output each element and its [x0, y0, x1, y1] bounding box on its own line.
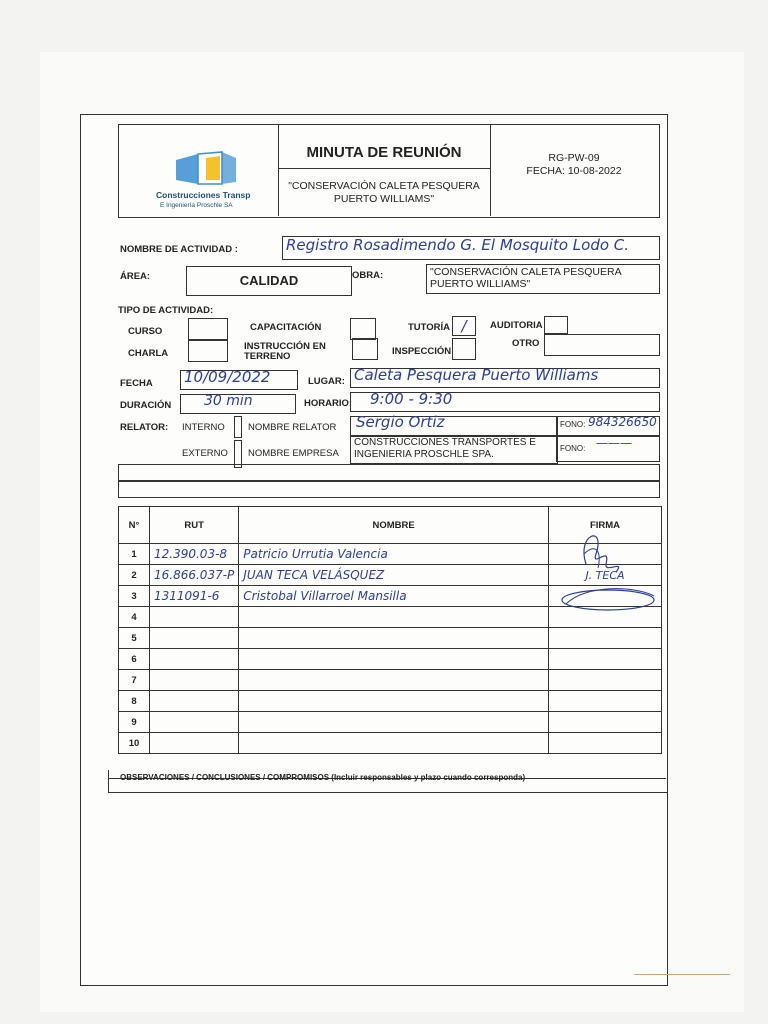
relator-label: RELATOR: — [120, 422, 169, 433]
company-subtitle: E Ingeniería Proschle SA — [160, 202, 233, 209]
lugar-label: LUGAR: — [308, 376, 345, 387]
nombre-empresa-label: NOMBRE EMPRESA — [248, 448, 339, 459]
table-row — [119, 733, 662, 754]
document-title: MINUTA DE REUNIÓN — [306, 144, 462, 161]
row-number: 9 — [119, 712, 150, 733]
row-firma[interactable] — [549, 733, 662, 754]
row-rut[interactable]: 12.390.03-8 — [150, 544, 239, 565]
inspeccion-label: INSPECCIÓN — [392, 346, 452, 357]
project-name: "CONSERVACIÓN CALETA PESQUERA PUERTO WILLIAMS" — [288, 180, 480, 205]
area-field[interactable] — [186, 266, 352, 296]
instruccion-label: INSTRUCCIÓN EN TERRENO — [244, 341, 326, 362]
interno-checkbox[interactable] — [234, 416, 242, 438]
curso-checkbox[interactable] — [188, 318, 228, 340]
charla-checkbox[interactable] — [188, 340, 228, 362]
auditoria-checkbox[interactable] — [544, 316, 568, 334]
curso-label: CURSO — [128, 326, 163, 337]
row-rut[interactable] — [150, 628, 239, 649]
row-rut[interactable] — [150, 670, 239, 691]
duracion-value: 30 min — [204, 393, 253, 409]
empresa-value: CONSTRUCCIONES TRANSPORTES E INGENIERIA PROSCHLE SPA. — [354, 437, 536, 460]
fono-empresa-value: ——— — [596, 436, 632, 450]
row-firma[interactable] — [549, 691, 662, 712]
interno-label: INTERNO — [182, 422, 225, 433]
tutoria-mark: / — [461, 317, 467, 335]
fono-relator-value: 984326650 — [588, 415, 657, 429]
company-name: Construcciones Transp — [156, 190, 251, 200]
row-number: 8 — [119, 691, 150, 712]
document-code: RG-PW-09 — [548, 152, 600, 164]
header-num: N° — [119, 507, 150, 544]
instruccion-checkbox[interactable] — [352, 338, 378, 360]
header-nombre: NOMBRE — [239, 507, 549, 544]
signature-scribbles — [556, 524, 660, 614]
header-firma: FIRMA — [549, 507, 662, 544]
area-value: CALIDAD — [239, 273, 299, 288]
tutoria-label: TUTORÍA — [408, 322, 451, 333]
row-nombre[interactable]: JUAN TECA VELÁSQUEZ — [239, 565, 549, 586]
table-row — [119, 649, 662, 670]
row-number: 3 — [119, 586, 150, 607]
row-rut[interactable]: 1311091-6 — [150, 586, 239, 607]
otro-field[interactable] — [544, 334, 660, 356]
table-row — [119, 670, 662, 691]
inspeccion-checkbox[interactable] — [452, 338, 476, 360]
edge-mark — [634, 974, 730, 975]
horario-label: HORARIO: — [304, 398, 353, 409]
row-number: 10 — [119, 733, 150, 754]
row-rut[interactable] — [150, 607, 239, 628]
fono-empresa-label: FONO: — [560, 444, 586, 453]
row-nombre[interactable]: Patricio Urrutia Valencia — [239, 544, 549, 565]
row-nombre[interactable] — [239, 733, 549, 754]
row-number: 2 — [119, 565, 150, 586]
row-nombre[interactable] — [239, 670, 549, 691]
header-rut: RUT — [150, 507, 239, 544]
row-nombre[interactable] — [239, 712, 549, 733]
row-firma[interactable] — [549, 628, 662, 649]
row-firma[interactable]: J. TECA — [549, 565, 662, 586]
blank-row-2 — [118, 480, 660, 498]
capacitacion-label: CAPACITACIÓN — [250, 322, 322, 333]
row-number: 7 — [119, 670, 150, 691]
observaciones-label: OBSERVACIONES / CONCLUSIONES / COMPROMISOS (Incluir responsables y plazo cuando corresponda) — [120, 773, 526, 782]
row-firma[interactable] — [549, 712, 662, 733]
row-rut[interactable]: 16.866.037-P — [150, 565, 239, 586]
row-nombre[interactable] — [239, 691, 549, 712]
row-rut[interactable] — [150, 733, 239, 754]
row-rut[interactable] — [150, 712, 239, 733]
row-nombre[interactable] — [239, 649, 549, 670]
row-number: 6 — [119, 649, 150, 670]
charla-label: CHARLA — [128, 348, 169, 359]
row-number: 1 — [119, 544, 150, 565]
table-row — [119, 691, 662, 712]
auditoria-label: AUDITORIA — [490, 320, 543, 331]
area-label: ÁREA: — [120, 271, 151, 282]
table-row — [119, 712, 662, 733]
fono-relator-label: FONO: — [560, 420, 586, 429]
duracion-label: DURACIÓN — [120, 400, 172, 411]
row-rut[interactable] — [150, 649, 239, 670]
capacitacion-checkbox[interactable] — [350, 318, 376, 340]
activity-name-value: Registro Rosadimendo G. El Mosquito Lodo C. — [286, 236, 630, 254]
nombre-relator-label: NOMBRE RELATOR — [248, 422, 337, 433]
tutoria-checkbox[interactable] — [452, 316, 476, 336]
row-number: 5 — [119, 628, 150, 649]
activity-type-label: TIPO DE ACTIVIDAD: — [118, 305, 214, 316]
row-firma[interactable] — [549, 670, 662, 691]
obra-label: OBRA: — [352, 270, 384, 281]
obra-value: "CONSERVACIÓN CALETA PESQUERA PUERTO WILLIAMS" — [430, 266, 622, 290]
otro-label: OTRO — [512, 338, 540, 349]
fecha-label: FECHA — [120, 378, 153, 389]
document-date: FECHA: 10-08-2022 — [526, 165, 622, 177]
activity-name-label: NOMBRE DE ACTIVIDAD : — [120, 244, 238, 255]
fecha-value: 10/09/2022 — [184, 368, 271, 386]
row-number: 4 — [119, 607, 150, 628]
lugar-value: Caleta Pesquera Puerto Williams — [354, 366, 599, 384]
externo-label: EXTERNO — [182, 448, 228, 459]
nombre-relator-value: Sergio Ortiz — [356, 413, 445, 431]
row-firma[interactable] — [549, 649, 662, 670]
table-row — [119, 628, 662, 649]
horario-value: 9:00 - 9:30 — [370, 390, 453, 408]
row-nombre[interactable] — [239, 628, 549, 649]
company-logo — [170, 148, 242, 188]
row-nombre[interactable]: Cristobal Villarroel Mansilla — [239, 586, 549, 607]
row-nombre[interactable] — [239, 607, 549, 628]
row-rut[interactable] — [150, 691, 239, 712]
